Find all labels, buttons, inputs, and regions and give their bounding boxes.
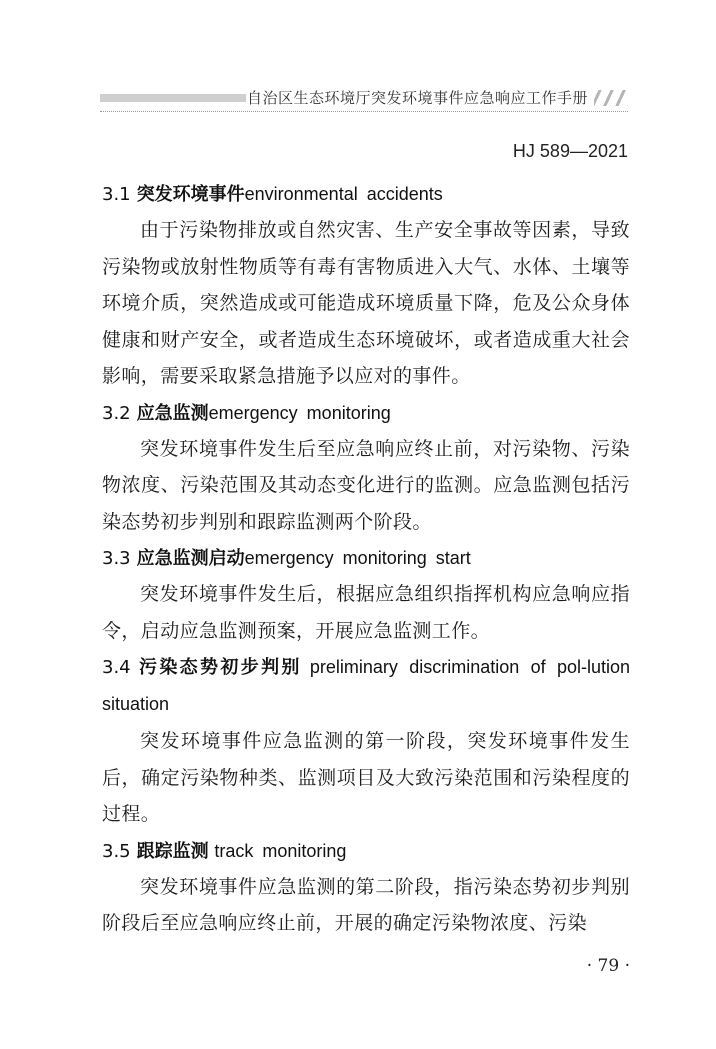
header-decorative-bar: [100, 94, 246, 102]
page-number: · 79 ·: [586, 956, 630, 976]
standard-code: HJ 589—2021: [512, 141, 628, 161]
term-english: preliminary discrimination of pol-lution situation: [102, 657, 631, 714]
term-chinese: 污染态势初步判别: [136, 657, 302, 678]
header-dotted-rule: [100, 111, 628, 112]
running-header: [100, 84, 628, 112]
term-definition-3-1: 由于污染物排放或自然灾害、生产安全事故等因素，导致污染物或放射性物质等有毒有害物质进入大气、水体、土壤等环境介质，突然造成或可能造成环境质量下降，危及公众身体健康和财产安全，或者造成生态环境破坏，或者造成重大社会影响，需要采取紧急措施予以应对的事件。: [102, 219, 630, 387]
term-number: 3.5: [102, 840, 131, 862]
term-definition-3-4: 突发环境事件应急监测的第一阶段，突发环境事件发生后，确定污染物种类、监测项目及大致污染范围和污染程度的过程。: [102, 730, 630, 825]
term-english: emergency monitoring: [208, 402, 391, 423]
term-number: 3.1: [102, 184, 131, 205]
header-title: 自治区生态环境厅突发环境事件应急响应工作手册: [246, 89, 588, 107]
term-definition-3-2: 突发环境事件发生后至应急响应终止前，对污染物、污染物浓度、污染范围及其动态变化进行的监测。应急监测包括污染态势初步判别和跟踪监测两个阶段。: [102, 437, 630, 533]
term-number: 3.3: [102, 548, 131, 569]
term-definition-3-5: 突发环境事件应急监测的第二阶段，指污染态势初步判别阶段后至应急响应终止前，开展的确定污染物浓度、污染: [102, 875, 630, 934]
term-english: track monitoring: [214, 840, 347, 861]
term-heading-3-2: [102, 395, 630, 431]
term-chinese: 应急监测启动: [136, 548, 245, 569]
term-number: 3.2: [102, 402, 131, 424]
term-heading-3-4: [102, 649, 630, 723]
term-definition-3-3: 突发环境事件发生后，根据应急组织指挥机构应急响应指令，启动应急监测预案，开展应急监测工作。: [102, 583, 630, 642]
term-chinese: 突发环境事件: [136, 184, 245, 205]
terms-section: [102, 176, 630, 942]
header-slash-ornament: [594, 90, 628, 106]
term-chinese: 应急监测: [136, 402, 209, 424]
term-heading-3-1: [102, 176, 630, 212]
term-heading-3-5: [102, 833, 630, 869]
term-number: 3.4: [102, 657, 131, 678]
term-chinese: 跟踪监测: [136, 840, 209, 862]
term-english: environmental accidents: [244, 184, 443, 204]
term-heading-3-3: [102, 540, 630, 576]
term-english: emergency monitoring start: [244, 548, 471, 568]
